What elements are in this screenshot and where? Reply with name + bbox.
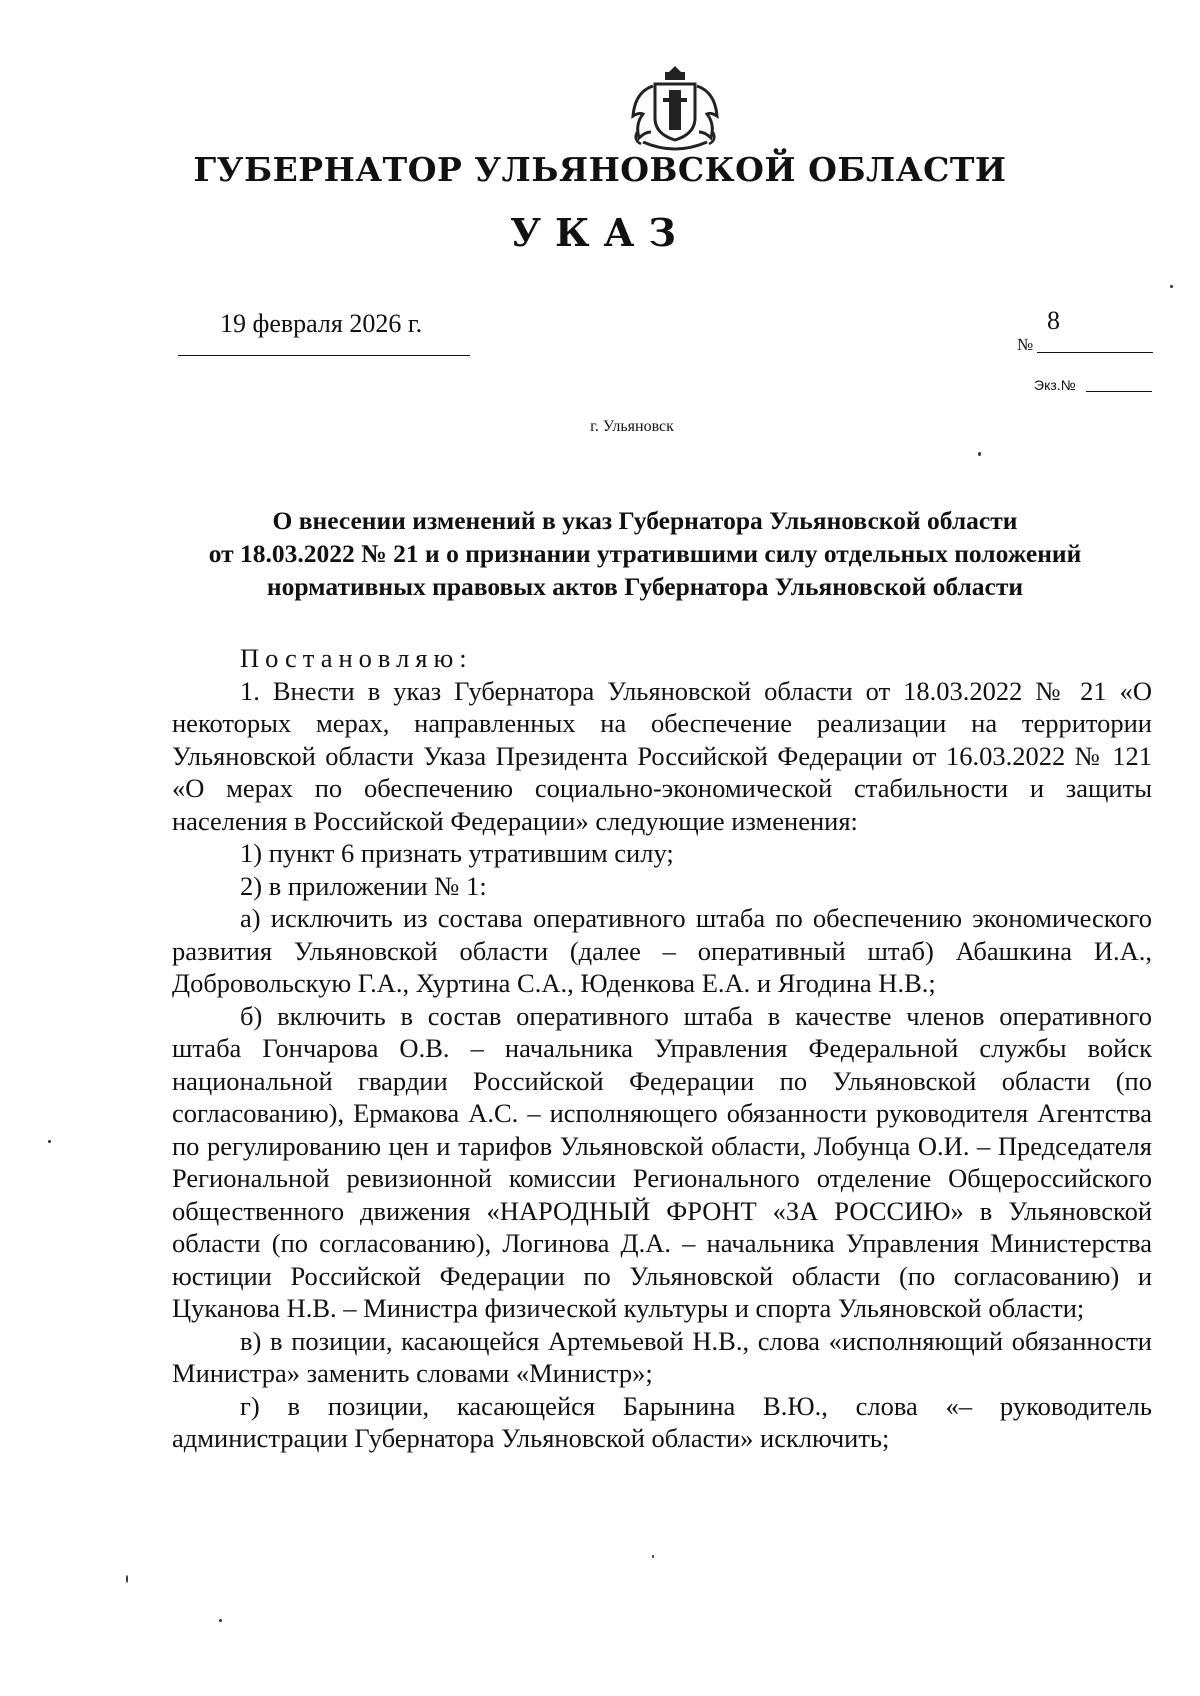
scan-speck xyxy=(126,1575,128,1583)
scan-speck xyxy=(978,452,981,456)
scan-speck xyxy=(1170,285,1173,288)
document-title xyxy=(165,504,1125,603)
coat-of-arms-icon xyxy=(625,62,725,154)
paragraph: а) исключить из состава оперативного штаба по обеспечению экономического развития Ульяновской области (далее – оперативный штаб) Абашкина И.А., Добровольскую Г.А., Хуртина С.А., Юденкова Е.А. и Ягодина Н.В.; xyxy=(172,903,1152,998)
title-line: О внесении изменений в указ Губернатора Ульяновской области xyxy=(272,506,1018,535)
document-type: УКАЗ xyxy=(510,210,690,255)
number-underline xyxy=(1037,352,1153,353)
paragraph: б) включить в состав оперативного штаба в качестве членов оперативного штаба Гончарова О.В. – начальника Управления Федеральной службы войск национальной гвардии Российской Федерации по Ульяновской области (по согласованию), Ермакова А.С. – исполняющего обязанности руководителя Агентства по регулированию цен и тарифов Ульяновской области, Лобунца О.И. – Председателя Региональной ревизионной комиссии Регионального отделение Общероссийского общественного движения «НАРОДНЫЙ ФРОНТ «ЗА РОССИЮ» в Ульяновской области (по согласованию), Логинова Д.А. – начальника Управления Министерства юстиции Российской Федерации по Ульяновской области (по согласованию) и Цуканова Н.В. – Министра физической культуры и спорта Ульяновской области; xyxy=(172,1000,1152,1323)
date-underline xyxy=(178,355,470,356)
document-date: 19 февраля 2026 г. xyxy=(220,309,423,338)
title-line: от 18.03.2022 № 21 и о признании утратившими силу отдельных положений xyxy=(208,539,1082,568)
issuing-authority: ГУБЕРНАТОР УЛЬЯНОВСКОЙ ОБЛАСТИ xyxy=(193,150,1007,189)
paragraph: 1) пункт 6 признать утратившим силу; xyxy=(240,838,674,868)
scan-speck xyxy=(48,1140,51,1143)
title-line: нормативных правовых актов Губернатора Ульяновской области xyxy=(266,572,1024,601)
copy-number-label: Экз.№ xyxy=(1034,377,1076,393)
document-number: 8 xyxy=(1047,306,1060,335)
paragraph: 2) в приложении № 1: xyxy=(240,870,487,901)
scan-speck xyxy=(652,1555,654,1558)
copy-number-underline xyxy=(1086,391,1152,392)
paragraph: в) в позиции, касающейся Артемьевой Н.В., слова «исполняющий обязанности Министра» заменить словами «Министр»; xyxy=(172,1325,1152,1388)
issue-city: г. Ульяновск xyxy=(590,418,674,435)
paragraph: 1. Внести в указ Губернатора Ульяновской области от 18.03.2022 № 21 «О некоторых мерах, направленных на обеспечение реализации на территории Ульяновской области Указа Президента Российской Федерации от 16.03.2022 № 121 «О мерах по обеспечению социально-экономической стабильности и защиты населения в Российской Федерации» следующие изменения: xyxy=(172,675,1152,836)
number-label: № xyxy=(1017,335,1034,354)
paragraph: г) в позиции, касающейся Барынина В.Ю., слова «– руководитель администрации Губернатора Ульяновской области» исключить; xyxy=(172,1390,1152,1453)
scan-speck xyxy=(219,1619,222,1622)
preamble: Постановляю: xyxy=(240,643,473,673)
document-body xyxy=(172,642,1152,1455)
